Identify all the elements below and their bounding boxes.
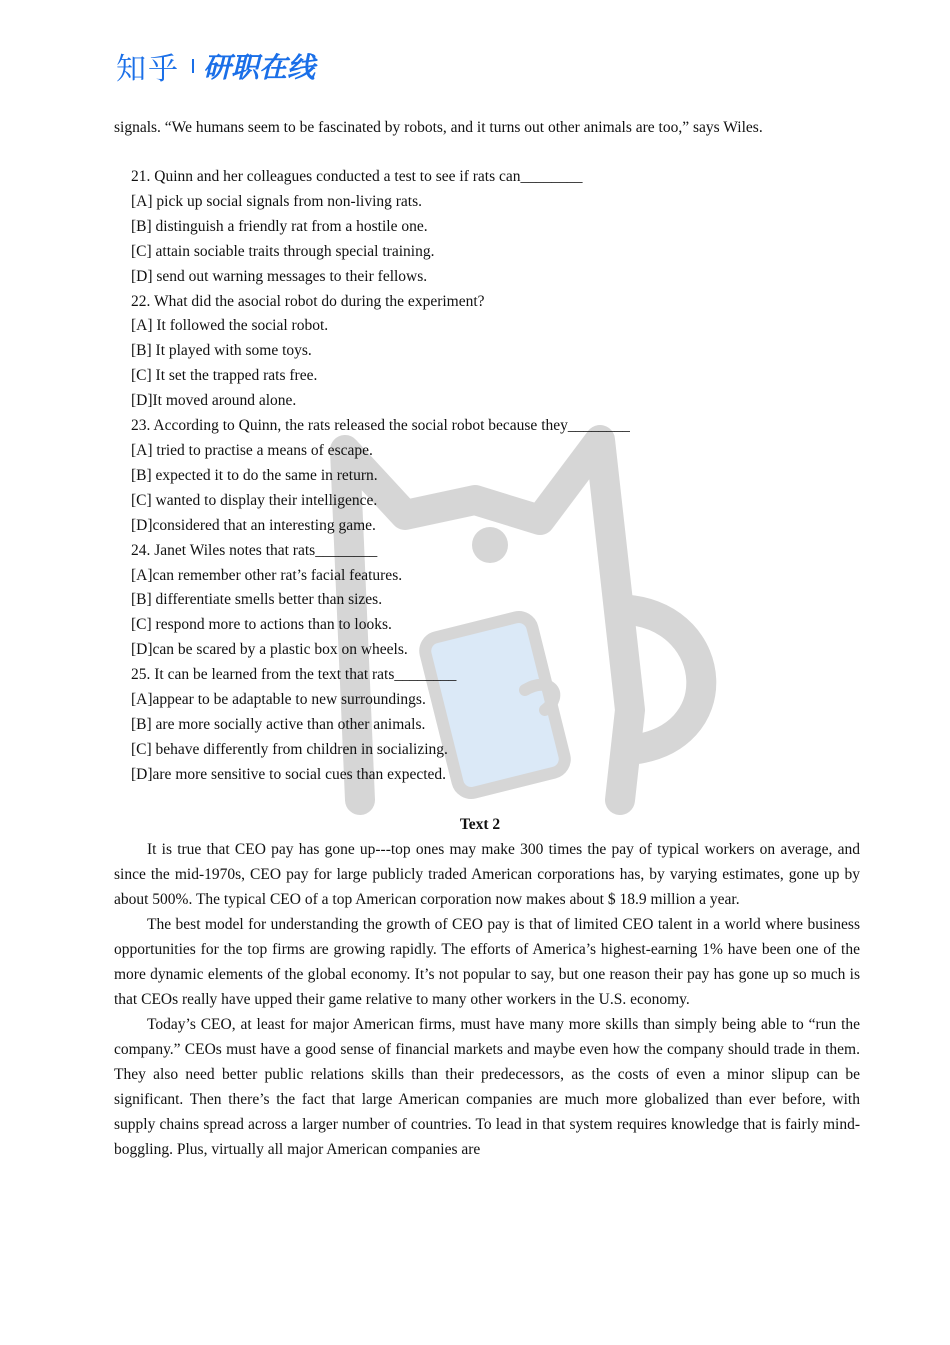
option-line: [B] differentiate smells better than sizes. xyxy=(131,591,383,609)
option-line: [A] pick up social signals from non-living rats. xyxy=(131,192,423,210)
option-line: [C] wanted to display their intelligence. xyxy=(131,491,378,509)
option-line: [D]considered that an interesting game. xyxy=(131,516,376,534)
option-line: [D]are more sensitive to social cues than expected. xyxy=(131,765,447,783)
option-line: [D] send out warning messages to their fellows. xyxy=(131,267,428,285)
question-line: 24. Janet Wiles notes that rats________ xyxy=(131,541,378,559)
question-line: 23. According to Quinn, the rats released the social robot because they________ xyxy=(131,417,630,435)
paragraph: Today’s CEO, at least for major American firms, must have many more skills than simply being able to “run the company.” CEOs must have a good sense of financial markets and maybe even how the company should trade in them. They also need better public relations skills than their predecessors, as the costs of even a minor slipup can be significant. Then there’s the fact that large American companies are much more globalized than ever before, with supply chains spread across a larger number of countries. To lead in that system requires knowledge that is fairly mind-boggling. Plus, virtually all major American companies are xyxy=(114,1016,860,1158)
option-line: [C] attain sociable traits through special training. xyxy=(131,242,435,260)
option-line: [C] It set the trapped rats free. xyxy=(131,367,318,385)
option-line: [B] are more socially active than other animals. xyxy=(131,715,426,733)
intro-line: signals. “We humans seem to be fascinated by robots, and it turns out other animals are too,” says Wiles. xyxy=(114,119,763,136)
paragraph: The best model for understanding the growth of CEO pay is that of limited CEO talent in a world where business opportunities for the top firms are growing rapidly. The efforts of America’s highest-earning 1% have been one of the more dynamic elements of the global economy. It’s not popular to say, but one reason their pay has gone up so much is that CEOs really have upped their game relative to many other workers in the U.S. economy. xyxy=(114,916,860,1008)
logo-zhihu-text: 知乎 xyxy=(116,52,180,87)
option-line: [B] expected it to do the same in return. xyxy=(131,466,378,484)
section-title: Text 2 xyxy=(459,816,501,833)
paragraph: It is true that CEO pay has gone up---top ones may make 300 times the pay of typical workers on average, and since the mid-1970s, CEO pay for large publicly traded American corporations has, by varying estimates, gone up by about 500%. The typical CEO of a top American corporation now makes about $ 18.9 million a year. xyxy=(114,841,860,908)
zhihu-logo xyxy=(116,44,315,88)
question-list xyxy=(131,165,630,788)
option-line: [B] It played with some toys. xyxy=(131,342,312,360)
option-line: [D]It moved around alone. xyxy=(131,392,297,410)
option-line: [D]can be scared by a plastic box on wheels. xyxy=(131,641,408,659)
logo-yanzhi-text: 研职在线 xyxy=(203,51,316,84)
question-line: 22. What did the asocial robot do during the experiment? xyxy=(131,292,485,310)
option-line: [A] It followed the social robot. xyxy=(131,317,329,335)
question-line: 21. Quinn and her colleagues conducted a test to see if rats can________ xyxy=(131,168,583,185)
option-line: [C] respond more to actions than to looks. xyxy=(131,616,392,634)
option-line: [A]can remember other rat’s facial features. xyxy=(131,566,403,584)
article-body xyxy=(114,837,860,1162)
option-line: [C] behave differently from children in socializing. xyxy=(131,740,448,758)
question-line: 25. It can be learned from the text that rats________ xyxy=(131,666,457,684)
logo-divider xyxy=(192,59,194,73)
option-line: [B] distinguish a friendly rat from a hostile one. xyxy=(131,217,428,235)
option-line: [A]appear to be adaptable to new surroundings. xyxy=(131,691,426,709)
option-line: [A] tried to practise a means of escape. xyxy=(131,441,373,459)
